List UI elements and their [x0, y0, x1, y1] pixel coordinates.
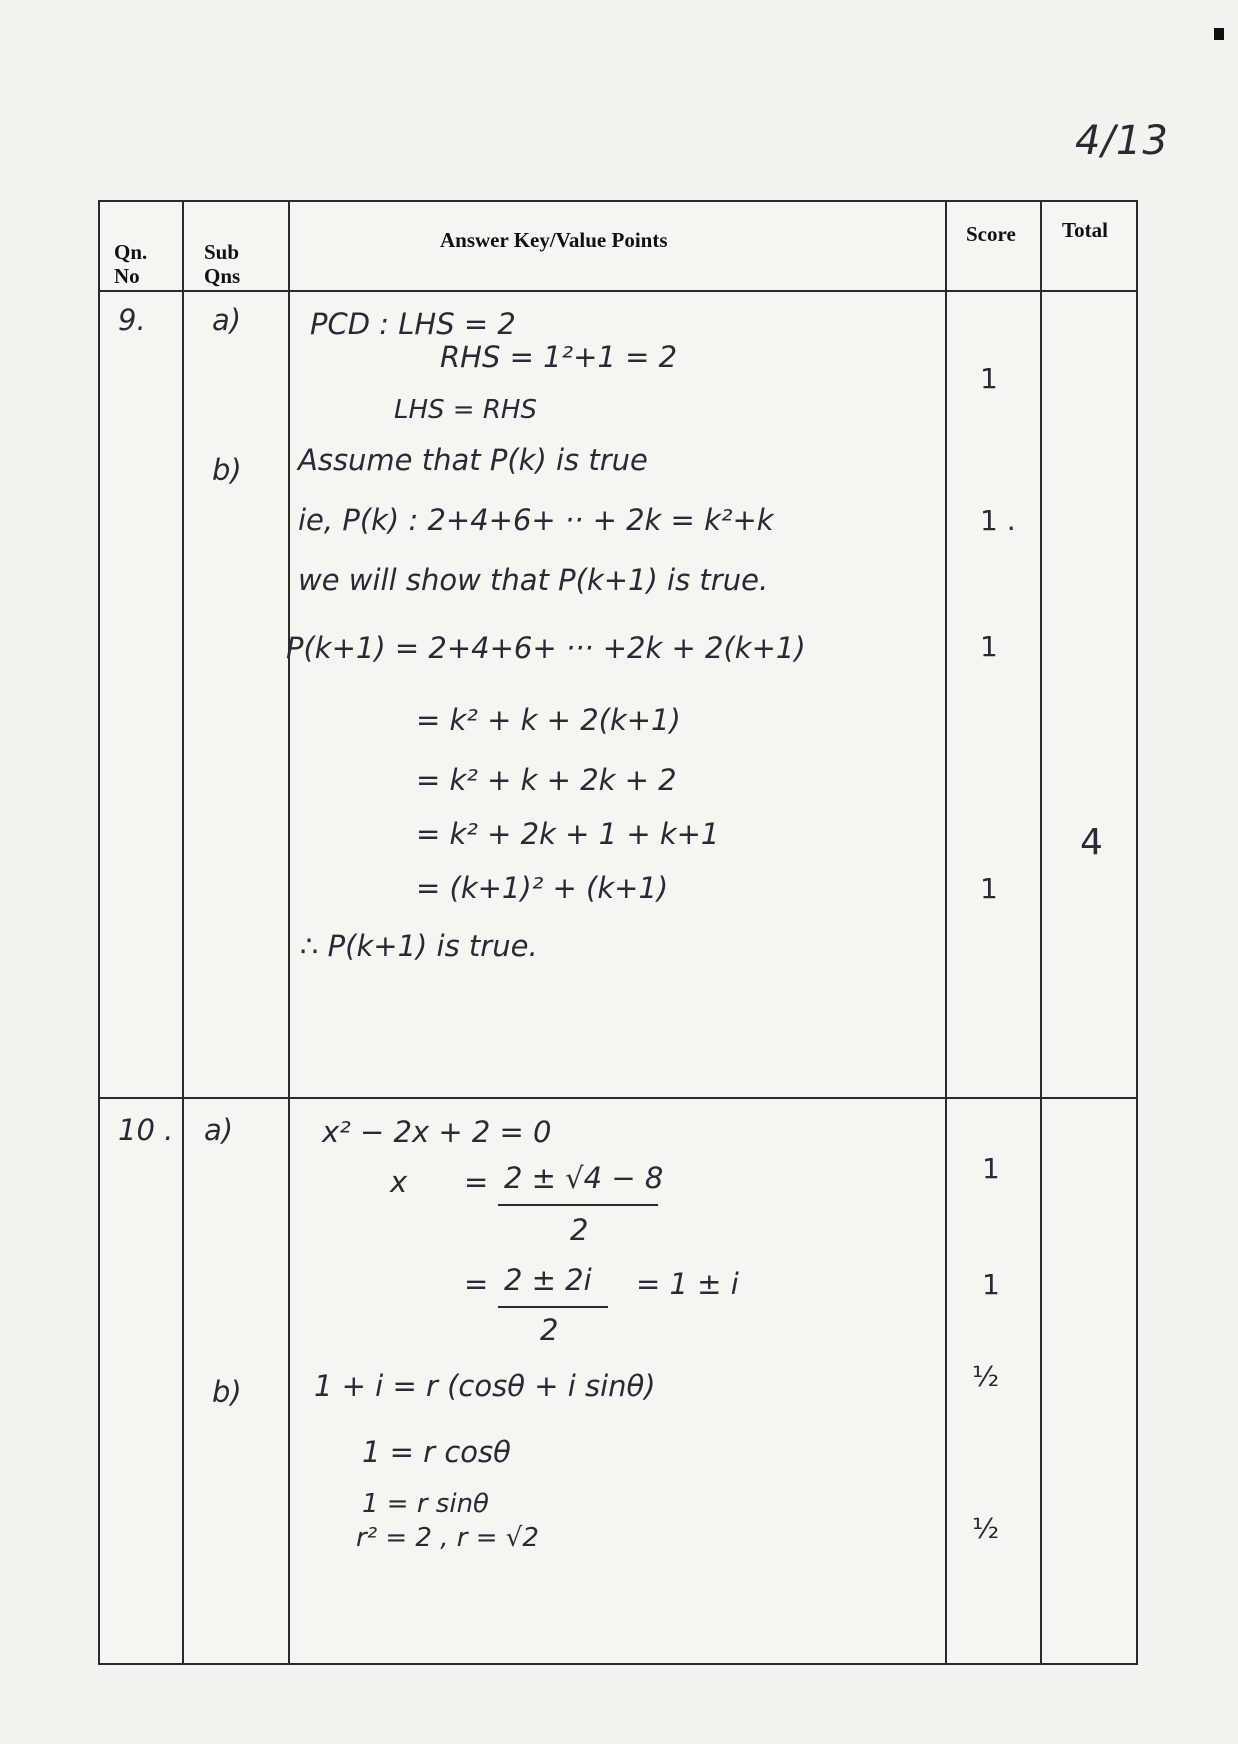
answer-10a-equation: x² − 2x + 2 = 0 [322, 1115, 552, 1149]
answer-key-table [98, 200, 1138, 1665]
answer-9b-line-7: = k² + 2k + 1 + k+1 [416, 817, 720, 851]
column-divider [182, 202, 184, 1663]
header-answer-key: Answer Key/Value Points [440, 228, 668, 252]
score-9a: 1 [980, 362, 998, 395]
score-9b-2: 1 [980, 630, 998, 663]
row-divider [100, 1097, 1136, 1099]
answer-9b-line-1: Assume that P(k) is true [298, 443, 648, 477]
answer-9b-line-4: P(k+1) = 2+4+6+ ··· +2k + 2(k+1) [286, 631, 806, 665]
question-number-9: 9. [118, 303, 146, 337]
sub-question-10a-label: a) [204, 1113, 234, 1147]
answer-10a-result: = 1 ± i [636, 1267, 739, 1301]
question-number-10: 10 . [118, 1113, 174, 1147]
answer-10a-numerator-1: 2 ± √4 − 8 [504, 1161, 664, 1195]
scan-mark [1214, 28, 1224, 40]
header-score: Score [966, 222, 1016, 246]
fraction-bar [498, 1306, 608, 1308]
score-10a-1: 1 [982, 1152, 1000, 1185]
page-number: 4/13 [1075, 118, 1169, 164]
answer-10b-line-3: 1 = r sinθ [362, 1489, 489, 1519]
answer-10a-numerator-2: 2 ± 2i [504, 1263, 592, 1297]
column-divider [1040, 202, 1042, 1663]
answer-10b-line-4: r² = 2 , r = √2 [356, 1523, 539, 1553]
answer-9b-line-8: = (k+1)² + (k+1) [416, 871, 669, 905]
header-total: Total [1062, 218, 1108, 242]
answer-10a-equals-1: = [464, 1165, 489, 1199]
header-divider [100, 290, 1136, 292]
header-sub-qns: Sub Qns [204, 240, 241, 288]
answer-10a-denominator-1: 2 [570, 1213, 589, 1247]
answer-9b-line-6: = k² + k + 2k + 2 [416, 763, 677, 797]
column-divider [288, 202, 290, 1663]
total-q9: 4 [1080, 822, 1103, 863]
answer-9a-line-2: RHS = 1²+1 = 2 [440, 340, 678, 374]
score-10b-2: ½ [972, 1512, 1000, 1545]
answer-10a-x: x [390, 1165, 408, 1199]
answer-9b-line-2: ie, P(k) : 2+4+6+ ·· + 2k = k²+k [298, 503, 774, 537]
answer-10a-denominator-2: 2 [540, 1313, 559, 1347]
answer-9b-conclusion: ∴ P(k+1) is true. [300, 929, 538, 963]
sub-question-9a-label: a) [212, 303, 242, 337]
answer-9a-line-1: PCD : LHS = 2 [310, 307, 516, 341]
score-10a-2: 1 [982, 1268, 1000, 1301]
answer-9a-line-3: LHS = RHS [394, 395, 537, 425]
answer-10b-line-2: 1 = r cosθ [362, 1435, 511, 1469]
answer-10b-line-1: 1 + i = r (cosθ + i sinθ) [314, 1369, 656, 1403]
sub-question-9b-label: b) [212, 453, 242, 487]
column-divider [945, 202, 947, 1663]
answer-10a-equals-2: = [464, 1267, 489, 1301]
score-10b-1: ½ [972, 1360, 1000, 1393]
fraction-bar [498, 1204, 658, 1206]
score-9b-3: 1 [980, 872, 998, 905]
header-qn-no: Qn. No [114, 240, 148, 288]
answer-9b-line-5: = k² + k + 2(k+1) [416, 703, 681, 737]
score-9b-1: 1 . [980, 504, 1016, 537]
sub-question-10b-label: b) [212, 1375, 242, 1409]
answer-9b-line-3: we will show that P(k+1) is true. [298, 563, 769, 597]
